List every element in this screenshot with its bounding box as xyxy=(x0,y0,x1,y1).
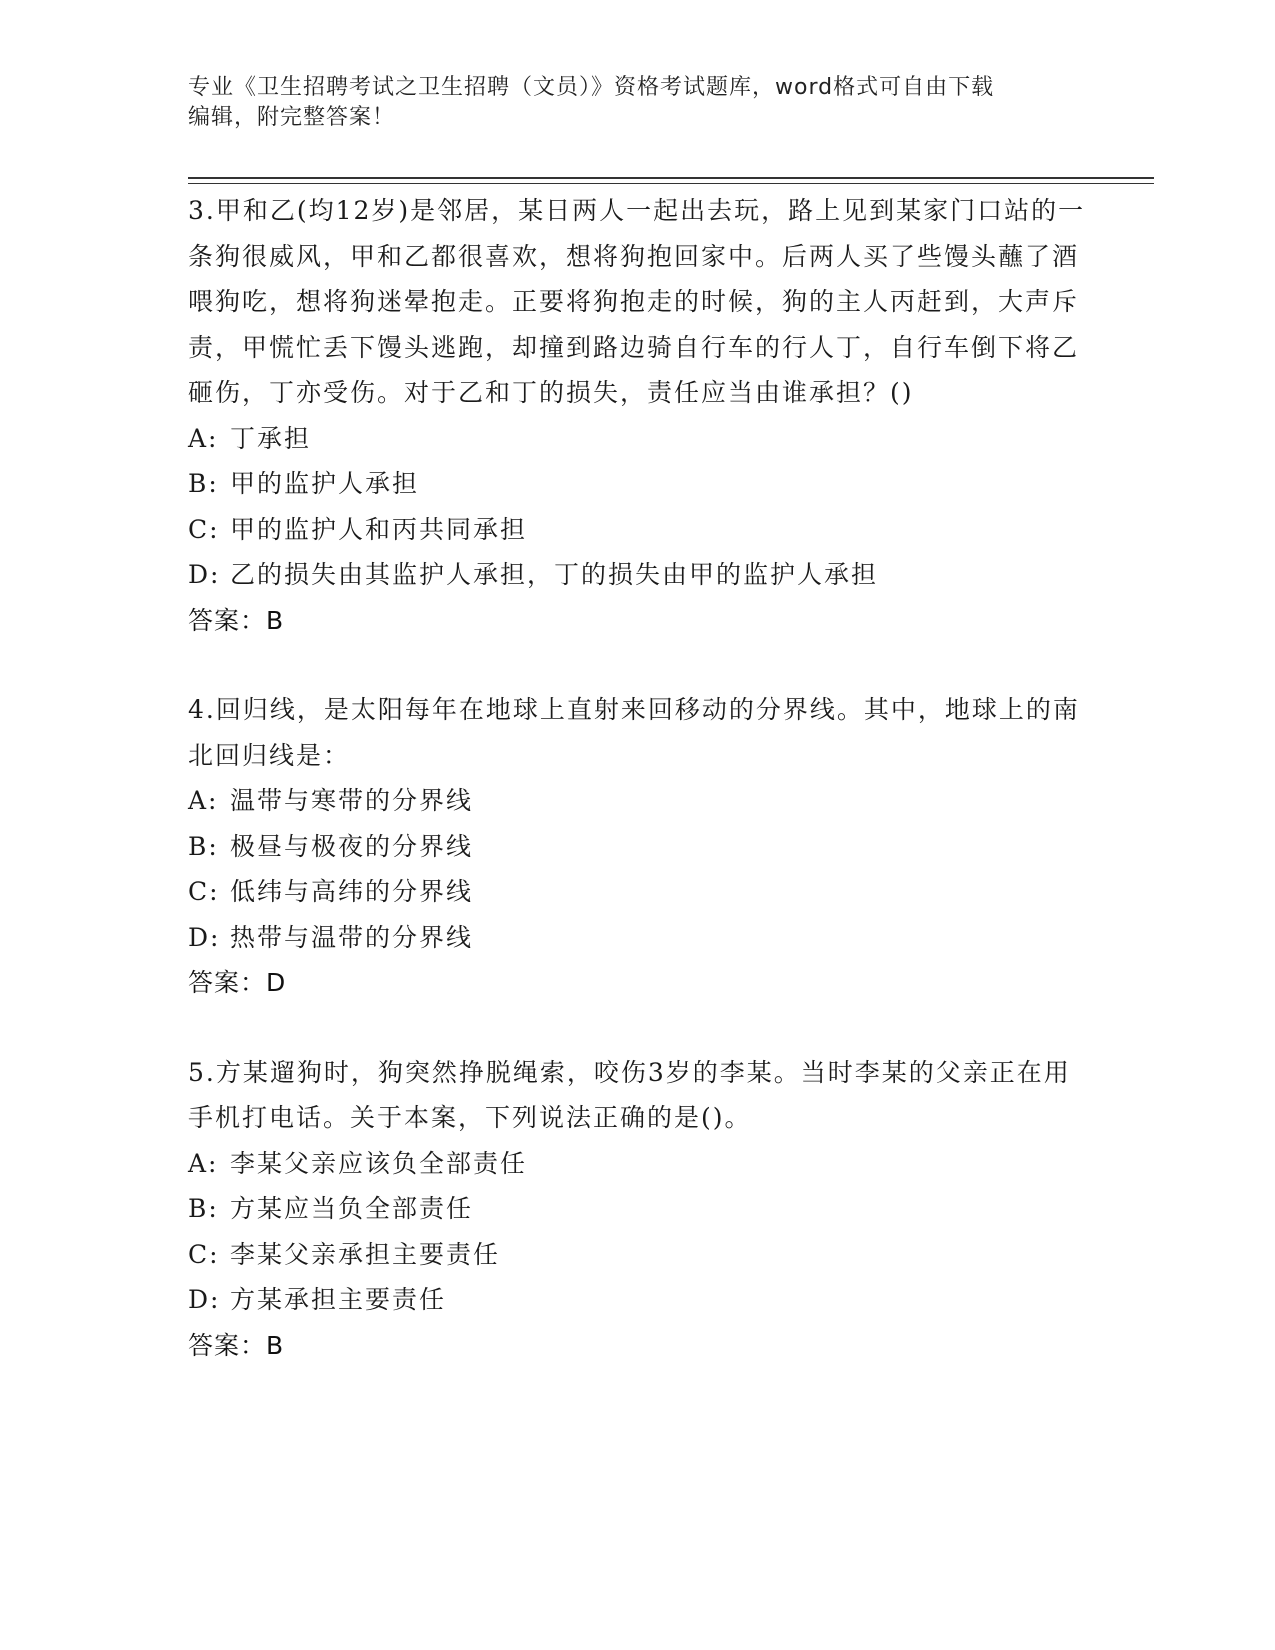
option-a xyxy=(188,778,1088,824)
option-key: B: xyxy=(188,469,219,498)
option-text: 温带与寒带的分界线 xyxy=(230,786,474,815)
question-4 xyxy=(188,687,1088,1006)
answer-line: 答案：B xyxy=(188,605,285,635)
option-d xyxy=(188,1277,1088,1323)
header-divider-thin xyxy=(188,183,1154,184)
option-key: C: xyxy=(188,514,220,544)
option-key: A: xyxy=(188,786,219,815)
option-key: D: xyxy=(188,1285,221,1314)
option-key: D: xyxy=(188,560,221,589)
option-c xyxy=(188,869,1088,915)
question-5 xyxy=(188,1050,1088,1369)
question-stem: 4.回归线，是太阳每年在地球上直射来回移动的分界线。其中，地球上的南北回归线是： xyxy=(188,695,1080,770)
option-key: C: xyxy=(188,877,220,906)
question-list xyxy=(188,188,1088,1412)
option-b xyxy=(188,824,1088,870)
option-b xyxy=(188,1186,1088,1232)
option-text: 丁承担 xyxy=(230,423,312,453)
document-header xyxy=(188,73,1068,133)
question-stem: 5.方某遛狗时，狗突然挣脱绳索，咬伤3岁的李某。当时李某的父亲正在用手机打电话。关于本案，下列说法正确的是()。 xyxy=(188,1057,1071,1132)
question-stem: 3.甲和乙(均12岁)是邻居，某日两人一起出去玩，路上见到某家门口站的一条狗很威风，甲和乙都很喜欢，想将狗抱回家中。后两人买了些馒头蘸了酒喂狗吃，想将狗迷晕抱走。正要将狗抱走的时候，狗的主人丙赶到，大声斥责，甲慌忙丢下馒头逃跑，却撞到路边骑自行车的行人丁，自行车倒下将乙砸伤，丁亦受伤。对于乙和丁的损失，责任应当由谁承担？() xyxy=(188,196,1086,407)
answer-line: 答案：B xyxy=(188,1330,285,1360)
header-divider-thick xyxy=(188,177,1154,179)
option-text: 李某父亲应该负全部责任 xyxy=(230,1148,528,1178)
option-a xyxy=(188,1141,1088,1187)
option-text: 李某父亲承担主要责任 xyxy=(230,1239,501,1269)
option-text: 热带与温带的分界线 xyxy=(230,922,474,952)
option-text: 方某应当负全部责任 xyxy=(230,1194,474,1223)
option-c xyxy=(188,507,1088,553)
option-d xyxy=(188,552,1088,598)
header-line-1: 专业《卫生招聘考试之卫生招聘（文员）》资格考试题库，word格式可自由下载 xyxy=(188,75,995,100)
question-3 xyxy=(188,188,1088,643)
option-text: 方某承担主要责任 xyxy=(230,1285,447,1314)
option-d xyxy=(188,915,1088,961)
option-key: A: xyxy=(188,423,219,453)
option-key: B: xyxy=(188,831,219,861)
option-b xyxy=(188,461,1088,507)
option-key: D: xyxy=(188,922,221,952)
option-text: 甲的监护人和丙共同承担 xyxy=(230,514,528,544)
option-text: 极昼与极夜的分界线 xyxy=(230,831,474,861)
option-a xyxy=(188,416,1088,462)
option-key: A: xyxy=(188,1148,219,1178)
option-text: 甲的监护人承担 xyxy=(230,469,420,498)
answer-line: 答案：D xyxy=(188,968,287,997)
option-text: 乙的损失由其监护人承担，丁的损失由甲的监护人承担 xyxy=(230,560,879,589)
header-line-2: 编辑，附完整答案！ xyxy=(188,105,396,130)
option-text: 低纬与高纬的分界线 xyxy=(230,877,474,906)
option-key: B: xyxy=(188,1194,219,1223)
option-c xyxy=(188,1232,1088,1278)
option-key: C: xyxy=(188,1239,220,1269)
